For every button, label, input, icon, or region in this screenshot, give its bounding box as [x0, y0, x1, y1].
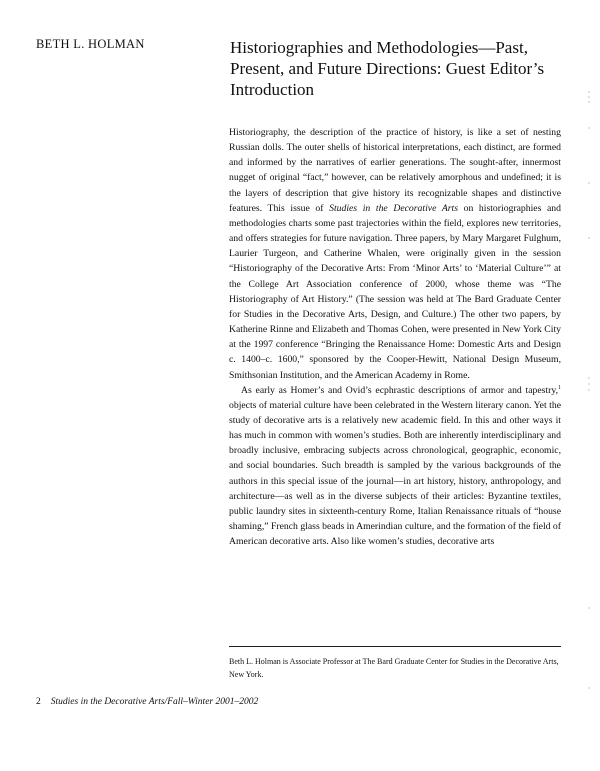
speck: [588, 237, 589, 238]
speck: [588, 127, 589, 128]
journal-name-inline: Studies in the Decorative Arts: [329, 202, 458, 214]
article-body: [229, 125, 561, 549]
speck: [588, 389, 589, 390]
footnote-rule: [229, 646, 561, 647]
paragraph-2-text-b: objects of material culture have been celebrated in the Western literary canon. Yet the study of decorative arts is a relatively new academic field. In this and other ways it has much in common with women’s studies. Both are inherently interdisciplinary and broadly inclusive, embracing subjects across chronological, geographic, economic, and social boundaries. Such breadth is sampled by the various backgrounds of the authors in this special issue of the journal—in art history, history, anthropology, and architecture—as well as in the diverse subjects of their articles: Byzantine textiles, public laundry sites in sixteenth-century Rome, Italian Renaissance rituals of “house shaming,” French glass beads in Amerindian culture, and the formation of the field of American decorative arts. Also like women’s studies, decorative arts: [229, 399, 561, 548]
paragraph-1: [229, 125, 561, 383]
paragraph-2: [229, 383, 561, 550]
article-title: Historiographies and Methodologies—Past, Present, and Future Directions: Guest Editor’s Introduction: [230, 38, 545, 99]
author-name: BETH L. HOLMAN: [36, 37, 145, 51]
paragraph-2-text-a: As early as Homer’s and Ovid’s ecphrastic descriptions of armor and tapestry,: [241, 384, 558, 396]
paragraph-1-text-a: Historiography, the description of the practice of history, is like a set of nesting Russian dolls. The outer shells of historical interpretations, each distinct, are formed and informed by the narratives of earlier generations. The sought-after, innermost nugget of original “fact,” however, can be relatively amorphous and undefined; it is the layers of description that give history its recognizable shapes and distinctive features. This issue of: [229, 127, 561, 214]
journal-running-footer: Studies in the Decorative Arts/Fall–Winter 2001–2002: [50, 697, 259, 707]
speck: [588, 377, 589, 378]
page-number: 2: [36, 697, 41, 707]
footnote-marker: 1: [558, 384, 561, 391]
speck: [588, 607, 589, 608]
speck: [588, 101, 589, 102]
author-footnote: Beth L. Holman is Associate Professor at The Bard Graduate Center for Studies in the Decorative Arts, New York.: [229, 657, 559, 679]
speck: [588, 687, 589, 688]
paragraph-1-text-b: on historiographies and methodologies charts some past trajectories within the field, explores new territories, and offers strategies for future navigation. Three papers, by Mary Margaret Fulghum, Laurier Turgeon, and Catherine Whalen, were originally given in the session “Historiography of the Decorative Arts: From ‘Minor Arts’ to ‘Material Culture’” at the College Art Association conference of 2000, whose theme was “The Historiography of Art History.” (The session was held at The Bard Graduate Center for Studies in the Decorative Arts, Design, and Culture.) The other two papers, by Katherine Rinne and Elizabeth and Thomas Cohen, were presented in New York City at the 1997 conference “Bringing the Renaissance Home: Domestic Arts and Design c. 1400–c. 1600,” sponsored by the Cooper-Hewitt, National Design Museum, Smithsonian Institution, and the American Academy in Rome.: [229, 202, 561, 381]
speck: [588, 383, 589, 384]
scan-margin-specks: [586, 88, 592, 728]
speck: [588, 182, 589, 183]
speck: [588, 96, 589, 97]
speck: [588, 91, 589, 92]
page-footer: [36, 697, 258, 707]
